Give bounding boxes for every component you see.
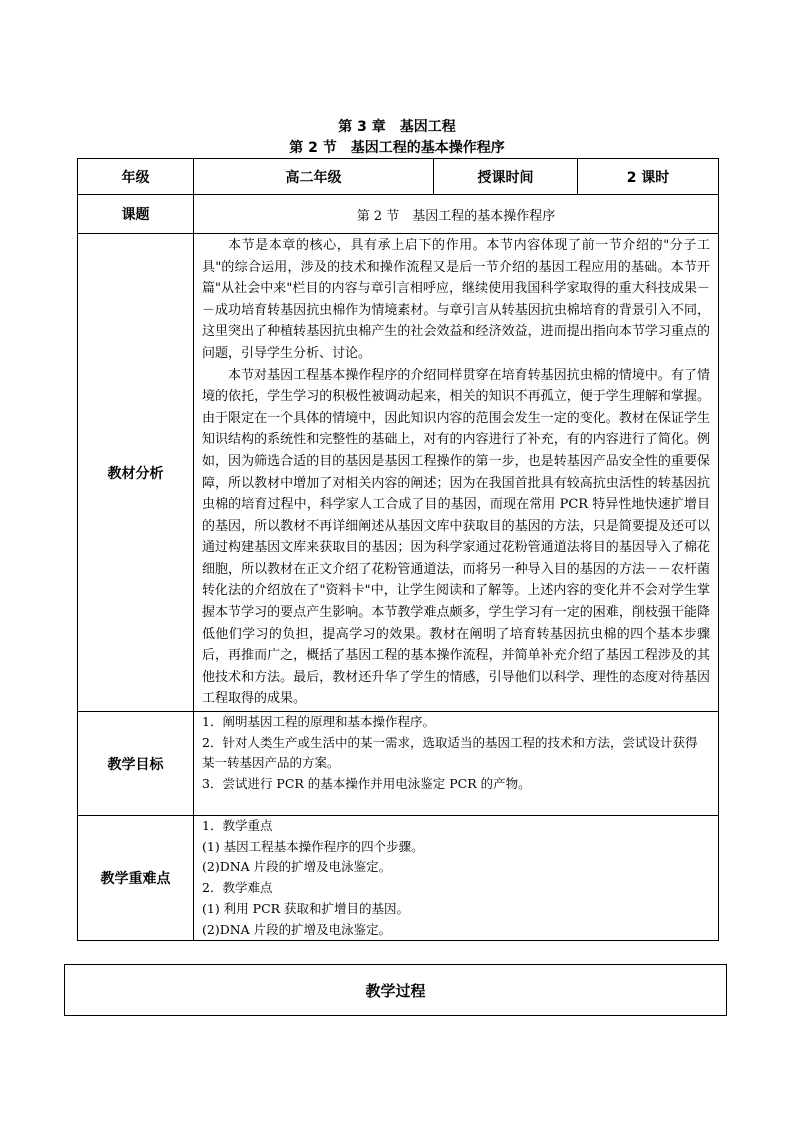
- keypoint-line: 1．教学重点: [202, 818, 273, 833]
- section-title: 第 2 节 基因工程的基本操作程序: [289, 140, 505, 156]
- table-row: [78, 195, 719, 234]
- keypoint-line: 2．教学难点: [202, 880, 273, 896]
- grade-value: 高二年级: [194, 159, 434, 195]
- topic-value: 第 2 节 基因工程的基本操作程序: [194, 195, 719, 234]
- objective-line: 2．针对人类生产或生活中的某一需求，选取适当的基因工程的技术和方法，尝试设计获得: [202, 734, 698, 750]
- hours-value: 2 课时: [578, 159, 719, 195]
- teaching-process-box: [64, 964, 727, 1016]
- keypoint-line: (2)DNA 片段的扩增及电泳鉴定。: [202, 921, 392, 937]
- chapter-title: 第 3 章 基因工程: [338, 119, 456, 135]
- keypoint-line: (1) 利用 PCR 获取和扩增目的基因。: [202, 900, 410, 916]
- keypoints-label: 教学重难点: [78, 816, 194, 941]
- grade-label: 年级: [78, 159, 194, 195]
- analysis-paragraph: 本节对基因工程基本操作程序的介绍同样贯穿在培育转基因抗虫棉的情境中。有了情境的依托，学生学习的积极性被调动起来，相关的知识不再孤立，便于学生理解和掌握。由于限定在一个具体的情境中，因此知识内容的范围会发生一定的变化。教材在保证学生知识结构的系统性和完整性的基础上，对有的内容进行了补充，有的内容进行了简化。例如，因为筛选合适的目的基因是基因工程操作的第一步，也是转基因产品安全性的重要保障，所以教材中增加了对相关内容的阐述；因为在我国首批具有较高抗虫活性的转基因抗虫棉的培育过程中，科学家人工合成了目的基因，而现在常用 PCR 特异性地快速扩增目的基因，所以教材不再详细阐述从基因文库中获取目的基因的方法，只是简要提及还可以通过构建基因文库来获取目的基因；因为科学家通过花粉管通道法将目的基因导入了棉花细胞，所以教材在正文介绍了花粉管通道法，而将另一种导入目的基因的方法－－农杆菌转化法的介绍放在了"资料卡"中，让学生阅读和了解等。上述内容的变化并不会对学生掌握本节学习的要点产生影响。本节教学难点颇多，学生学习有一定的困难，削枝强干能降低他们学习的负担，提高学习的效果。教材在阐明了培育转基因抗虫棉的四个基本步骤后，再推而广之，概括了基因工程的基本操作流程，并简单补充介绍了基因工程涉及的其他技术和方法。最后，教材还升华了学生的情感，引导他们以科学、理性的态度对待基因工程取得的成果。: [202, 367, 710, 707]
- objectives-label: 教学目标: [78, 712, 194, 816]
- hours-label: 授课时间: [434, 159, 578, 195]
- lesson-plan-table: [77, 158, 719, 941]
- table-row: [78, 159, 719, 195]
- objective-line: 某一转基因产品的方案。: [202, 755, 340, 771]
- keypoint-line: (2)DNA 片段的扩增及电泳鉴定。: [202, 859, 392, 875]
- table-row: [78, 816, 719, 941]
- objective-line: 3．尝试进行 PCR 的基本操作并用电泳鉴定 PCR 的产物。: [202, 776, 531, 792]
- analysis-label: 教材分析: [78, 234, 194, 712]
- analysis-content: [194, 234, 719, 712]
- teaching-process-title: 教学过程: [365, 981, 426, 1000]
- keypoints-content: [194, 816, 719, 941]
- table-row: [78, 712, 719, 816]
- topic-label: 课题: [78, 195, 194, 234]
- table-row: [78, 234, 719, 712]
- objective-line: 1．阐明基因工程的原理和基本操作程序。: [202, 714, 435, 729]
- keypoint-line: (1) 基因工程基本操作程序的四个步骤。: [202, 838, 424, 854]
- analysis-paragraph: 本节是本章的核心，具有承上启下的作用。本节内容体现了前一节介绍的"分子工具"的综合运用，涉及的技术和操作流程又是后一节介绍的基因工程应用的基础。本节开篇"从社会中来"栏目的内容与章引言相呼应，继续使用我国科学家取得的重大科技成果－－成功培育转基因抗虫棉作为情境素材。与章引言从转基因抗虫棉培育的背景引入不同，这里突出了种植转基因抗虫棉产生的社会效益和经济效益，进而提出指向本节学习重点的问题，引导学生分析、讨论。: [202, 237, 710, 361]
- objectives-content: [194, 712, 719, 816]
